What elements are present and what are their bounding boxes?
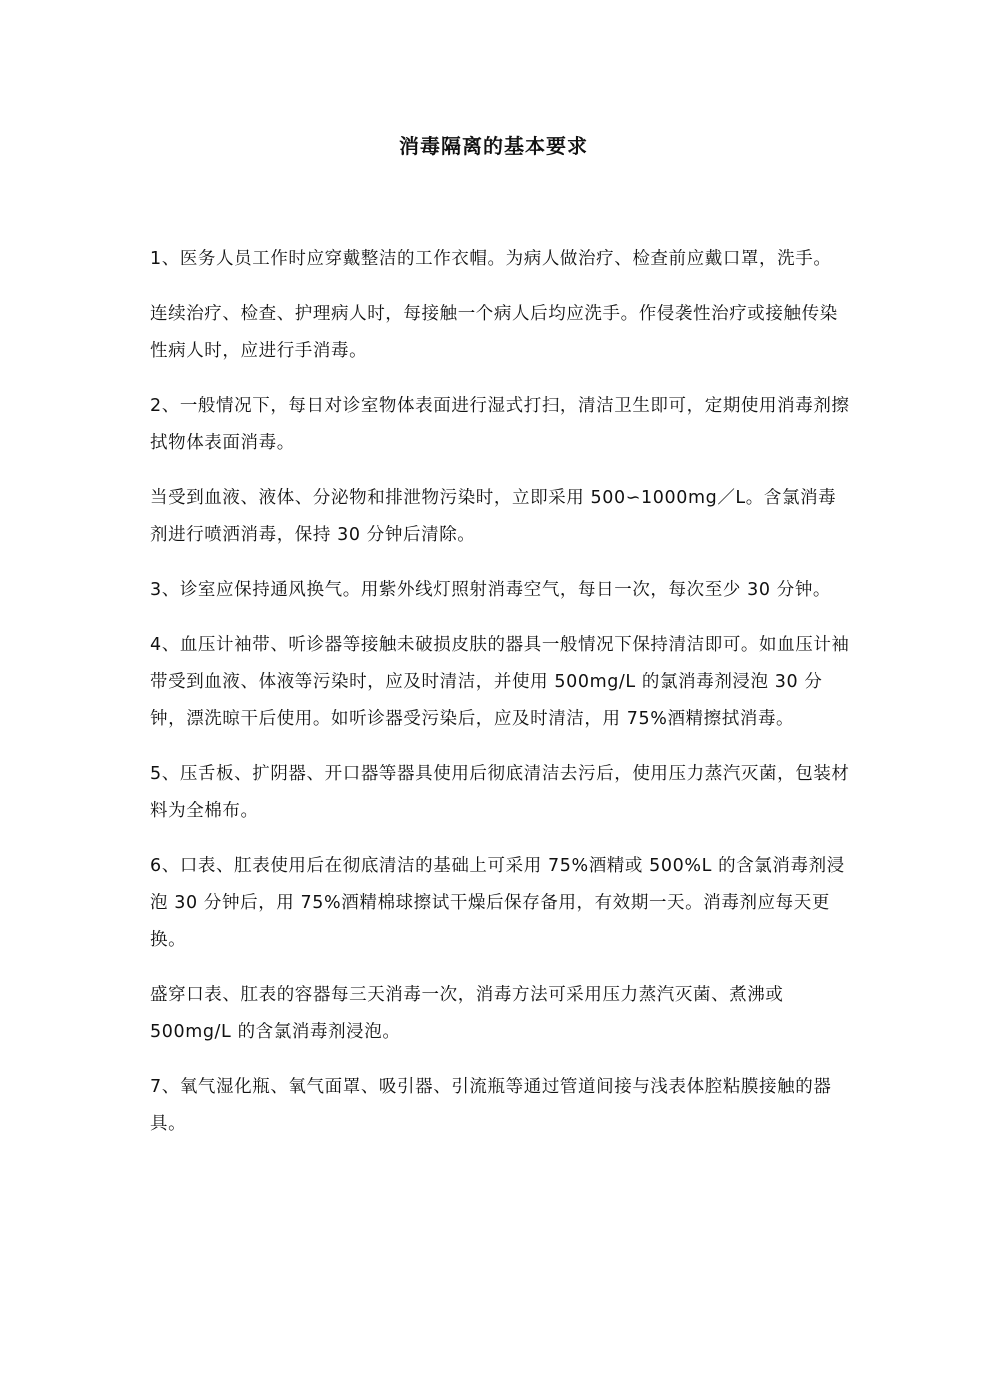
paragraph-3: 2、一般情况下，每日对诊室物体表面进行湿式打扫，清洁卫生即可，定期使用消毒剂擦拭物体表面消毒。 (150, 396, 850, 453)
paragraph-10: 7、氧气湿化瓶、氧气面罩、吸引器、引流瓶等通过管道间接与浅表体腔粘膜接触的器具。 (150, 1077, 832, 1134)
paragraph-6: 4、血压计袖带、听诊器等接触未破损皮肤的器具一般情况下保持清洁即可。如血压计袖带受到血液、体液等污染时，应及时清洁，并使用 500mg/L 的氯消毒剂浸泡 30 分钟，漂洗晾干后使用。如听诊器受污染后，应及时清洁，用 75%酒精擦拭消毒。 (150, 635, 850, 729)
paragraph-5: 3、诊室应保持通风换气。用紫外线灯照射消毒空气，每日一次，每次至少 30 分钟。 (150, 580, 832, 600)
paragraph-7: 5、压舌板、扩阴器、开口器等器具使用后彻底清洁去污后，使用压力蒸汽灭菌，包装材料为全棉布。 (150, 764, 850, 821)
paragraph-4: 当受到血液、液体、分泌物和排泄物污染时，立即采用 500∽1000mg／L。含氯消毒剂进行喷洒消毒，保持 30 分钟后清除。 (150, 488, 837, 545)
document-body (150, 241, 850, 1161)
paragraph-8: 6、口表、肛表使用后在彻底清洁的基础上可采用 75%酒精或 500%L 的含氯消毒剂浸泡 30 分钟后，用 75%酒精棉球擦试干燥后保存备用，有效期一天。消毒剂应每天更换。 (150, 856, 845, 950)
document-title: 消毒隔离的基本要求 (399, 134, 588, 158)
paragraph-1: 1、医务人员工作时应穿戴整洁的工作衣帽。为病人做治疗、检查前应戴口罩，洗手。 (150, 249, 832, 269)
paragraph-9: 盛穿口表、肛表的容器每三天消毒一次，消毒方法可采用压力蒸汽灭菌、煮沸或 500mg/L 的含氯消毒剂浸泡。 (150, 985, 784, 1042)
paragraph-2: 连续治疗、检查、护理病人时，每接触一个病人后均应洗手。作侵袭性治疗或接触传染性病人时，应进行手消毒。 (150, 304, 838, 361)
